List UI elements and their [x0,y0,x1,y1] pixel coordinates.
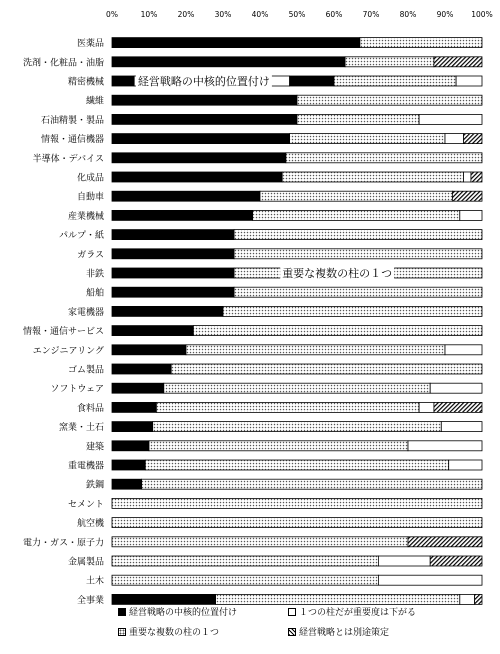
bar-segment-7-2 [464,172,471,182]
category-label-2: 精密機械 [67,77,104,88]
category-label-12: 非鉄 [85,269,104,280]
bar-segment-22-0 [112,460,145,470]
bar-segment-8-0 [112,191,260,201]
bar-segment-20-1 [153,422,442,432]
bar-segment-13-0 [112,287,234,297]
category-label-22: 重電機器 [67,461,104,472]
bar-segment-3-0 [112,95,297,105]
bar-segment-2-4 [456,76,482,86]
x-tick-label-3: 30% [214,10,232,19]
category-label-9: 産業機械 [67,211,104,222]
bar-segment-17-1 [171,364,482,374]
x-axis-ticks [106,10,493,19]
category-label-1: 洗剤・化粧品・油脂 [22,58,104,69]
bar-segment-5-1 [290,134,445,144]
bar-segment-7-1 [282,172,463,182]
bar-segment-23-1 [142,479,482,489]
bar-segment-26-1 [112,537,408,547]
category-label-23: 鉄鋼 [85,480,104,491]
bar-segment-28-1 [112,575,378,585]
legend-swatch-down [288,608,296,616]
bar-segment-21-1 [149,441,408,451]
bar-segment-1-0 [112,57,345,67]
legend [118,603,490,645]
bar-segment-4-2 [419,114,482,124]
bar-segment-16-1 [186,345,445,355]
category-label-26: 電力・ガス・原子力 [22,538,104,549]
bar-segment-17-0 [112,364,171,374]
category-label-4: 石油精製・製品 [40,115,104,126]
bar-segment-5-2 [445,134,464,144]
category-label-24: セメント [67,499,104,510]
bar-segment-19-3 [434,402,482,412]
x-tick-label-7: 70% [362,10,380,19]
bar-segment-4-0 [112,114,297,124]
category-label-28: 土木 [85,576,104,587]
x-tick-label-5: 50% [288,10,306,19]
x-tick-label-6: 60% [325,10,343,19]
bar-segment-1-3 [434,57,482,67]
bar-segment-3-1 [297,95,482,105]
category-label-13: 船舶 [85,288,104,299]
bar-segment-7-3 [471,172,482,182]
bar-segment-0-0 [112,38,360,48]
bar-segment-27-2 [378,556,430,566]
category-label-5: 情報・通信機器 [40,135,104,146]
legend-item-core [118,605,237,618]
bar-segment-10-1 [234,230,482,240]
category-label-14: 家電機器 [67,307,104,318]
bar-segment-18-2 [430,383,482,393]
legend-item-separate [288,625,389,638]
bar-segment-7-0 [112,172,282,182]
bar-segment-25-1 [112,518,482,528]
category-label-20: 窯業・土石 [58,423,104,434]
bar-segment-15-0 [112,326,193,336]
bar-segment-16-0 [112,345,186,355]
bar-segment-22-2 [449,460,482,470]
category-label-7: 化成品 [76,173,104,184]
bar-segment-15-1 [193,326,482,336]
category-label-8: 自動車 [76,192,104,203]
bar-segment-19-0 [112,402,156,412]
x-tick-label-8: 80% [399,10,417,19]
category-label-19: 食料品 [76,403,104,414]
bar-segment-5-0 [112,134,290,144]
bar-segment-11-0 [112,249,234,259]
bar-segment-6-1 [286,153,482,163]
bar-segment-26-3 [408,537,482,547]
bar-segment-2-0 [112,76,134,86]
x-tick-label-1: 10% [140,10,158,19]
bar-segment-27-1 [112,556,378,566]
bar-segment-0-1 [360,38,482,48]
bar-segment-1-1 [345,57,434,67]
legend-label-multi: 重要な複数の柱の１つ [129,628,220,638]
bar-segment-9-1 [253,210,460,220]
bar-segment-21-0 [112,441,149,451]
bar-segment-28-2 [378,575,482,585]
category-label-6: 半導体・デバイス [32,154,104,165]
category-label-21: 建築 [85,442,104,453]
x-tick-label-4: 40% [251,10,269,19]
category-label-10: パルプ・紙 [58,231,104,242]
legend-label-separate: 経営戦略とは別途策定 [299,628,390,638]
category-label-0: 医薬品 [76,39,104,50]
bar-segment-27-3 [430,556,482,566]
bar-segment-12-0 [112,268,234,278]
annotation-text-0: 経営戦略の中核的位置付け [137,75,270,88]
annotation-text-1: 重要な複数の柱の１つ [282,267,393,280]
bar-segment-18-1 [164,383,430,393]
legend-swatch-multi [118,628,126,636]
bar-segment-18-0 [112,383,164,393]
bar-segment-22-1 [145,460,448,470]
bar-segment-9-0 [112,210,253,220]
legend-item-multi [118,625,219,638]
legend-label-core: 経営戦略の中核的位置付け [129,608,238,618]
bar-segment-23-0 [112,479,142,489]
bar-segment-5-3 [464,134,483,144]
x-tick-label-10: 100% [471,10,493,19]
category-label-16: エンジニアリング [32,346,104,357]
x-tick-label-0: 0% [106,10,118,19]
category-label-11: ガラス [77,250,104,261]
x-tick-label-9: 90% [436,10,454,19]
category-label-25: 航空機 [76,519,104,530]
bar-segment-9-2 [460,210,482,220]
legend-swatch-core [118,608,126,616]
bar-segment-13-1 [234,287,482,297]
category-label-15: 情報・通信サービス [22,327,104,338]
bar-segment-21-2 [408,441,482,451]
bar-segment-19-2 [419,402,434,412]
legend-item-down [288,605,416,618]
x-tick-label-2: 20% [177,10,195,19]
category-labels [23,37,105,606]
bar-segment-6-0 [112,153,286,163]
bar-segment-20-2 [441,422,482,432]
category-label-18: ソフトウェア [50,384,104,395]
category-label-29: 全事業 [76,595,104,606]
category-label-27: 金属製品 [67,557,104,568]
bar-segment-19-1 [156,402,419,412]
bar-segment-2-3 [334,76,456,86]
bar-segment-11-1 [234,249,482,259]
bar-segment-4-1 [297,114,419,124]
legend-swatch-separate [288,628,296,636]
bar-segment-14-0 [112,306,223,316]
bars [112,38,482,605]
legend-label-down: １つの柱だが重要度は下がる [299,608,417,618]
bar-segment-14-1 [223,306,482,316]
bar-segment-24-1 [112,498,482,508]
bar-segment-2-2 [290,76,334,86]
category-label-3: 繊維 [85,96,104,107]
bar-segment-8-3 [452,191,482,201]
bar-segment-8-1 [260,191,452,201]
category-label-17: ゴム製品 [67,365,104,376]
bar-segment-20-0 [112,422,153,432]
bar-segment-10-0 [112,230,234,240]
bar-segment-16-2 [445,345,482,355]
